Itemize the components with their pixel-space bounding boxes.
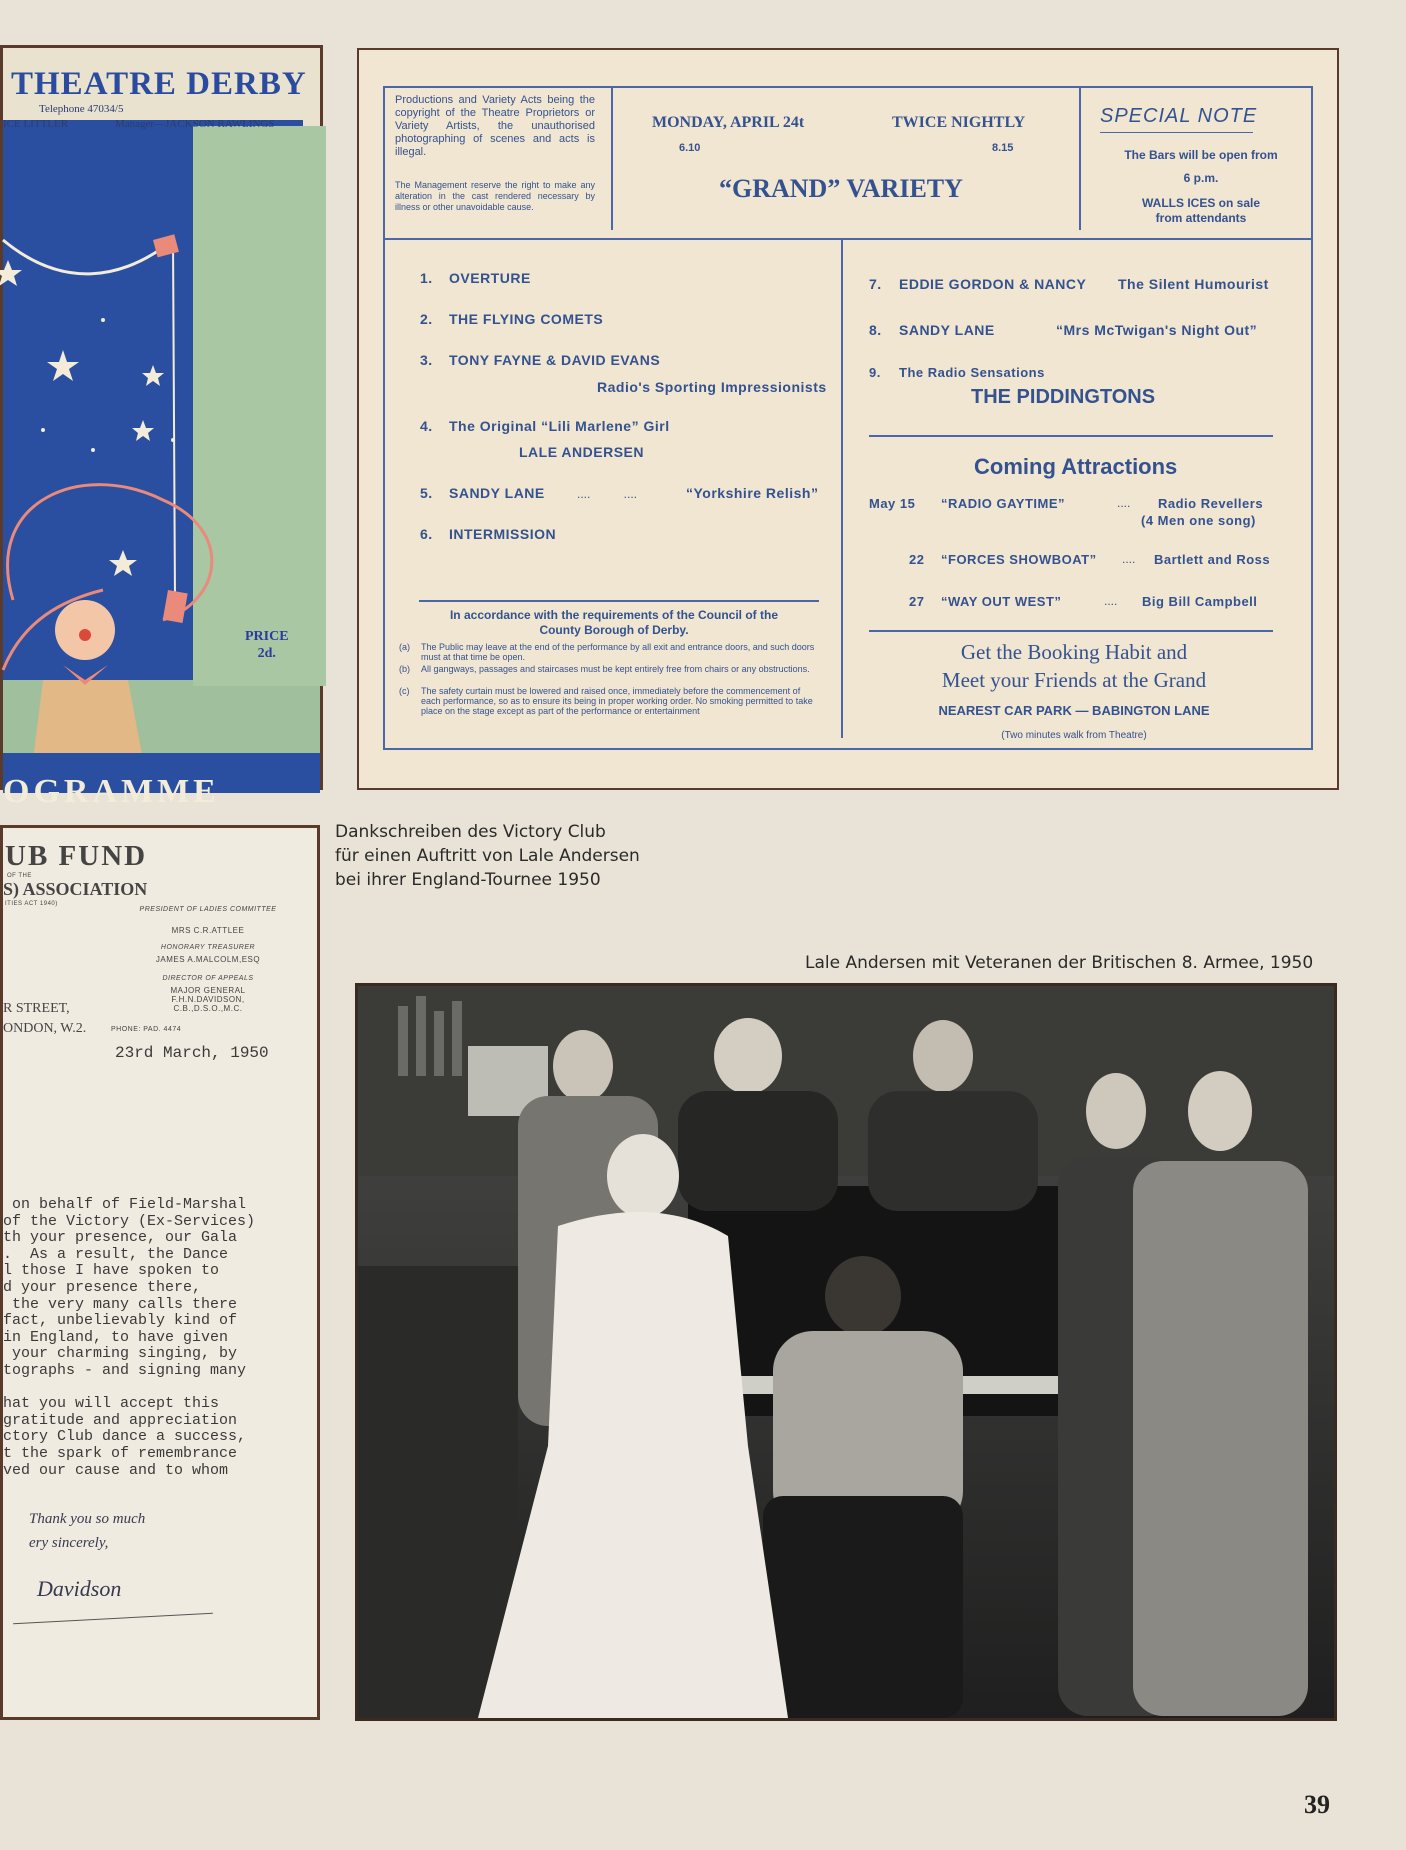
item-3-number: 3. [420,352,433,368]
treasurer-label: HONORARY TREASURER [160,944,256,951]
letter-body-line: tographs - and signing many [3,1362,247,1379]
item-3-subtitle: Radio's Sporting Impressionists [597,379,827,395]
star-icons [0,260,175,576]
director-line-3: C.B.,D.S.O.,M.C. [173,1004,243,1013]
booking-line-1: Get the Booking Habit and [960,640,1188,664]
letter-body-line: on behalf of Field-Marshal [3,1196,247,1213]
item-5-number: 5. [420,485,433,501]
coming-2-act: Bartlett and Ross [1154,552,1271,567]
letter-head-small-2: ITIES ACT 1940) [5,901,58,907]
letter-body-line: d your presence there, [3,1279,202,1296]
car-park-note: NEAREST CAR PARK — BABINGTON LANE [938,703,1210,718]
letter-phone: PHONE: PAD. 4474 [111,1026,182,1033]
letter-caption-line-3: bei ihrer England-Tournee 1950 [335,870,601,890]
coming-1-act: Radio Revellers [1158,496,1264,511]
item-9-subtitle: THE PIDDINGTONS [971,386,1156,408]
clown-icon [33,600,143,760]
letter-head-1: UB FUND [5,840,148,872]
cover-manager: Manager—JACKSON RAWLINGS [115,118,275,130]
letter-head-2: S) ASSOCIATION [3,879,148,899]
item-9-number: 9. [869,365,881,380]
letter-body-line: hat you will accept this [3,1395,220,1413]
item-5-subtitle: “Yorkshire Relish” [686,485,819,501]
president-name: MRS C.R.ATTLEE [171,926,245,935]
item-5-dots: .... .... [577,487,638,501]
item-3-text: TONY FAYNE & DAVID EVANS [449,352,661,368]
coming-2-date: 22 [909,552,925,567]
cover-title: THEATRE DERBY [11,66,307,102]
price-label: PRICE [245,629,289,644]
show-date: MONDAY, APRIL 24t [652,114,805,131]
item-8-subtitle: “Mrs McTwigan's Night Out” [1056,322,1258,338]
item-2-text: THE FLYING COMETS [449,311,604,327]
letter-city: ONDON, W.2. [3,1021,87,1036]
item-6-text: INTERMISSION [449,526,557,542]
item-7-subtitle: The Silent Humourist [1118,276,1269,292]
item-4-text: The Original “Lili Marlene” Girl [449,418,670,434]
letter-body-line: th your presence, our Gala [3,1229,238,1247]
rule-c-label: (c) [399,686,410,696]
thank-you-letter [0,825,320,1720]
rule-a-label: (a) [399,642,410,652]
coming-1-show: “RADIO GAYTIME” [941,496,1066,511]
letter-date: 23rd March, 1950 [115,1044,269,1062]
rule-a-text: The Public may leave at the end of the performance by all exit and entrance doors, and such doors must at that time be open. [421,642,815,662]
letter-body-line: ved our cause and to whom [3,1461,229,1479]
item-1-text: OVERTURE [449,270,531,286]
walk-note: (Two minutes walk from Theatre) [1001,730,1147,741]
letter-body-line: of the Victory (Ex-Services) [3,1212,256,1230]
special-note-line1: The Bars will be open from [1124,148,1278,162]
item-4-subtitle: LALE ANDERSEN [519,444,644,460]
photo-illustration [358,986,1334,1718]
twice-nightly: TWICE NIGHTLY [892,114,1026,131]
coming-3-date: 27 [909,594,925,609]
item-6-number: 6. [420,526,433,542]
letter-body-line: l those I have spoken to [3,1262,220,1280]
item-8-number: 8. [869,322,882,338]
director-line-2: F.H.N.DAVIDSON, [171,995,245,1004]
show-time-1: 6.10 [679,142,701,154]
item-5-text: SANDY LANE [449,485,545,501]
cover-telephone: Telephone 47034/5 [39,103,124,115]
copyright-notice: Productions and Variety Acts being the copyright of the Theatre Proprietors or Variety Artists, the unauthorised photographing of scenes and acts is illegal. [395,94,595,158]
director-label: DIRECTOR OF APPEALS [162,975,254,982]
coming-attractions-title: Coming Attractions [974,454,1178,479]
letter-body-line: . As a result, the Dance [3,1245,229,1263]
coming-3-show: “WAY OUT WEST” [941,594,1062,609]
handwriting-line-1: Thank you so much [29,1511,146,1527]
council-title-1: In accordance with the requirements of the Council of the [449,608,779,622]
item-7-text: EDDIE GORDON & NANCY [899,276,1087,292]
special-note-line2: 6 p.m. [1183,171,1219,185]
price-value: 2d. [257,646,276,661]
letter-body-line: t the spark of remembrance [3,1445,238,1462]
letter-caption-line-1: Dankschreiben des Victory Club [335,822,606,842]
coming-1-date: May 15 [869,496,916,511]
letter-body-line: fact, unbelievably kind of [3,1312,238,1330]
special-note-title: SPECIAL NOTE [1100,105,1258,127]
coming-3-act: Big Bill Campbell [1142,594,1258,609]
booking-line-2: Meet your Friends at the Grand [941,668,1207,692]
programme-cover [0,45,323,810]
coming-2-show: “FORCES SHOWBOAT” [941,552,1097,567]
item-9-text: The Radio Sensations [899,365,1045,380]
coming-3-dots: .... [1104,594,1118,608]
item-2-number: 2. [420,311,433,327]
letter-head-small: OF THE [7,873,32,879]
letter-body-line: in England, to have given [3,1328,229,1346]
council-title-2: County Borough of Derby. [539,623,689,637]
rule-c-text: The safety curtain must be lowered and raised once, immediately before the commencement of each performance, so as to ensure its being in proper working order. No smoking permitted to take place on the stage except as part of the performance or entertainment [421,686,813,716]
grand-variety-headline: “GRAND” VARIETY [719,174,963,203]
letter-street: R STREET, [3,1001,70,1016]
cover-price [245,628,289,662]
director-line-1: MAJOR GENERAL [170,986,246,995]
president-label: PRESIDENT OF LADIES COMMITTEE [139,906,277,913]
item-4-number: 4. [420,418,433,434]
item-7-number: 7. [869,276,882,292]
item-8-text: SANDY LANE [899,322,995,338]
letter-caption-line-2: für einen Auftritt von Lale Andersen [335,846,640,866]
item-1-number: 1. [420,270,433,286]
rule-b-text: All gangways, passages and staircases must be kept entirely free from chairs or any obstructions. [421,664,810,674]
letter-body-line: the very many calls there [3,1295,238,1313]
page-number: 39 [1304,1790,1330,1819]
cover-programme-word: OGRAMME [3,773,220,810]
special-note-line4: from attendants [1155,211,1247,225]
show-time-2: 8.15 [992,142,1014,154]
photo-caption: Lale Andersen mit Veteranen der Britischen 8. Armee, 1950 [805,953,1314,973]
cover-illustration [3,120,323,760]
letter-body-line: ctory Club dance a success, [3,1428,247,1446]
rule-b-label: (b) [399,664,410,674]
treasurer-name: JAMES A.MALCOLM,ESQ [155,955,261,964]
group-photo [355,983,1337,1721]
cover-credit: ICE LITTLER [3,118,69,130]
signature: Davidson [37,1576,122,1601]
coming-2-dots: .... [1122,552,1136,566]
handwriting-line-2: ery sincerely, [29,1535,109,1551]
special-note-line3: WALLS ICES on sale [1141,196,1261,210]
programme-sheet [357,48,1339,790]
coming-1-dots: .... [1117,496,1131,510]
letter-body-line: your charming singing, by [3,1345,238,1363]
letter-body-line: gratitude and appreciation [3,1411,238,1429]
management-notice: The Management reserve the right to make any alteration in the cast rendered necessary by illness or other unavoidable cause. [395,180,595,212]
coming-1-act-note: (4 Men one song) [1141,513,1256,528]
